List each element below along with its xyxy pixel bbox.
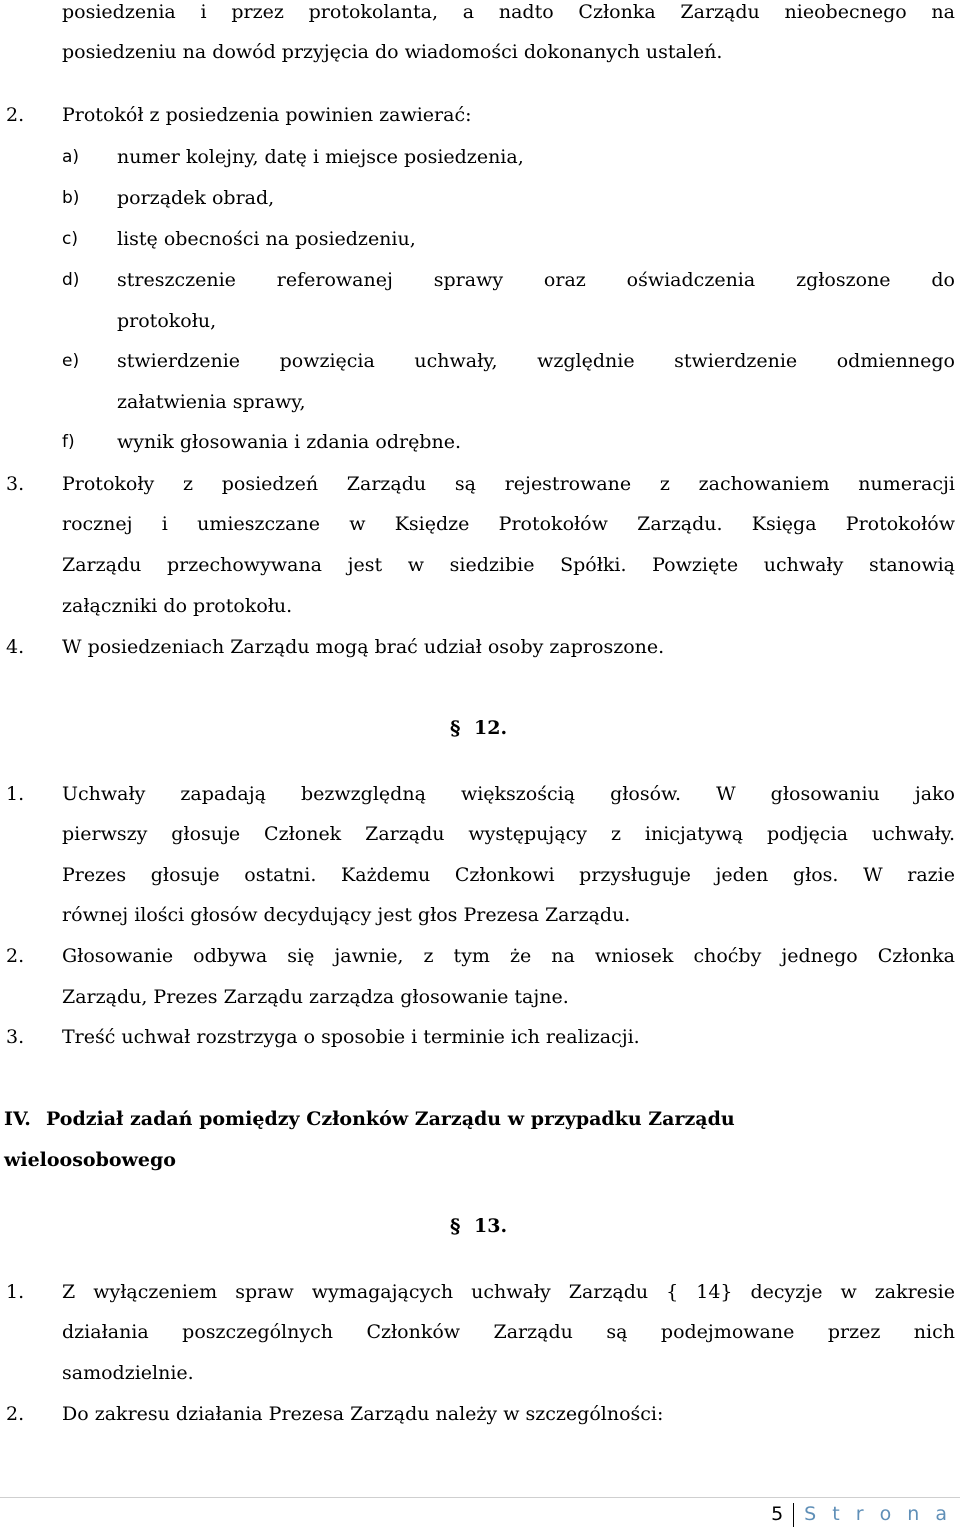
item-f-text: wynik głosowania i zdania odrębne. xyxy=(117,431,461,453)
item-e-text-2: załatwienia sprawy, xyxy=(117,391,306,413)
s13-point-1-line-3: samodzielnie. xyxy=(62,1362,194,1384)
section-sign-12: § xyxy=(450,716,461,740)
point-4-number: 4. xyxy=(6,636,25,658)
s12-point-2-line-2: Zarządu, Prezes Zarządu zarządza głosowanie tajne. xyxy=(62,986,569,1008)
s12-point-1-line-4: równej ilości głosów decydujący jest głos Prezesa Zarządu. xyxy=(62,904,631,926)
item-d-text-1: streszczenie referowanej sprawy oraz oświadczenia zgłoszone do xyxy=(117,269,955,291)
footer-divider xyxy=(0,1497,960,1498)
item-b-letter: b) xyxy=(62,188,80,208)
s13-point-1-line-1: Z wyłączeniem spraw wymagających uchwały Zarządu { 14} decyzje w zakresie xyxy=(62,1281,955,1303)
point-4-text: W posiedzeniach Zarządu mogą brać udział osoby zaproszone. xyxy=(62,636,665,658)
section-iv-title-1: Podział zadań pomiędzy Członków Zarządu w przypadku Zarządu xyxy=(46,1108,735,1130)
item-e-letter: e) xyxy=(62,351,80,371)
s13-point-2-line-1: Do zakresu działania Prezesa Zarządu należy w szczególności: xyxy=(62,1403,664,1425)
page-footer xyxy=(771,1502,952,1527)
point-3-line-3: Zarządu przechowywana jest w siedzibie Spółki. Powzięte uchwały stanowią xyxy=(62,554,955,576)
section-12-heading: 12. xyxy=(474,717,508,739)
item-d-letter: d) xyxy=(62,270,80,290)
item-c-letter: c) xyxy=(62,229,78,249)
intro-line-2: posiedzeniu na dowód przyjęcia do wiadomości dokonanych ustaleń. xyxy=(62,41,723,63)
item-c-text: listę obecności na posiedzeniu, xyxy=(117,228,416,250)
s12-point-2-number: 2. xyxy=(6,945,25,967)
item-e-text-1: stwierdzenie powzięcia uchwały, względnie stwierdzenie odmiennego xyxy=(117,350,955,372)
point-3-number: 3. xyxy=(6,473,25,495)
s13-point-1-line-2: działania poszczególnych Członków Zarządu są podejmowane przez nich xyxy=(62,1321,955,1343)
s12-point-3-line-1: Treść uchwał rozstrzyga o sposobie i terminie ich realizacji. xyxy=(62,1026,640,1048)
s13-point-2-number: 2. xyxy=(6,1403,25,1425)
s13-point-1-number: 1. xyxy=(6,1281,25,1303)
point-3-line-1: Protokoły z posiedzeń Zarządu są rejestrowane z zachowaniem numeracji xyxy=(62,473,955,495)
point-3-line-2: rocznej i umieszczane w Księdze Protokołów Zarządu. Księga Protokołów xyxy=(62,513,955,535)
point-2-text: Protokół z posiedzenia powinien zawierać: xyxy=(62,104,472,126)
page-number: 5 xyxy=(771,1503,784,1525)
point-3-line-4: załączniki do protokołu. xyxy=(62,595,293,617)
s12-point-2-line-1: Głosowanie odbywa się jawnie, z tym że na wniosek choćby jednego Członka xyxy=(62,945,955,967)
item-d-text-2: protokołu, xyxy=(117,310,217,332)
s12-point-1-line-3: Prezes głosuje ostatni. Każdemu Członkowi przysługuje jeden głos. W razie xyxy=(62,864,955,886)
item-a-letter: a) xyxy=(62,147,80,167)
s12-point-1-line-2: pierwszy głosuje Członek Zarządu występujący z inicjatywą podjęcia uchwały. xyxy=(62,823,955,845)
s12-point-1-line-1: Uchwały zapadają bezwzględną większością głosów. W głosowaniu jako xyxy=(62,783,955,805)
s12-point-3-number: 3. xyxy=(6,1026,25,1048)
footer-separator xyxy=(793,1503,794,1527)
section-13-heading: 13. xyxy=(474,1215,508,1237)
section-sign-13: § xyxy=(450,1214,461,1238)
page-label: S t r o n a xyxy=(804,1503,952,1525)
point-2-number: 2. xyxy=(6,104,25,126)
section-iv-numeral: IV. xyxy=(4,1108,31,1130)
item-f-letter: f) xyxy=(62,432,75,452)
s12-point-1-number: 1. xyxy=(6,783,25,805)
item-b-text: porządek obrad, xyxy=(117,187,275,209)
intro-line-1: posiedzenia i przez protokolanta, a nadto Członka Zarządu nieobecnego na xyxy=(62,1,955,23)
section-iv-title-2: wieloosobowego xyxy=(4,1149,176,1171)
item-a-text: numer kolejny, datę i miejsce posiedzenia, xyxy=(117,146,524,168)
